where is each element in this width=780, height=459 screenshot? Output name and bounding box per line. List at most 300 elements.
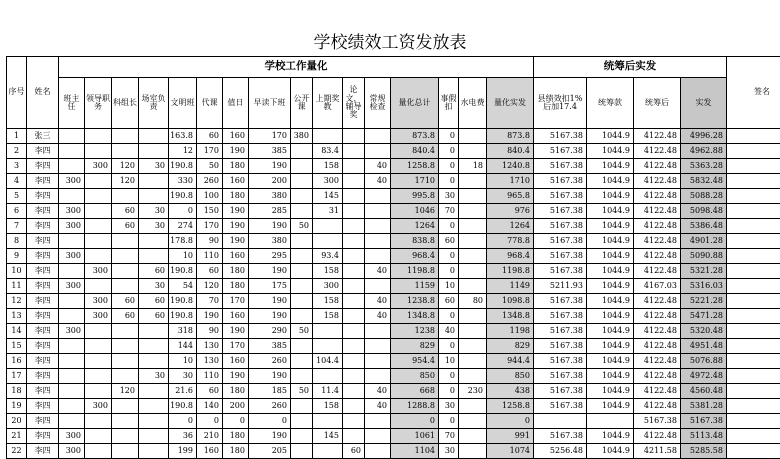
- table-cell: 5167.38: [534, 219, 587, 234]
- table-cell: [139, 444, 169, 459]
- table-cell: 110: [197, 369, 223, 384]
- table-cell: [291, 354, 313, 369]
- row-name-cell: 李四: [27, 159, 59, 174]
- table-cell: 5167.38: [534, 324, 587, 339]
- table-cell: 190: [223, 144, 249, 159]
- table-cell: 180: [223, 159, 249, 174]
- signature-cell: [727, 294, 780, 309]
- table-cell: 4901.28: [681, 234, 727, 249]
- table-cell: [343, 279, 365, 294]
- signature-cell: [727, 369, 780, 384]
- table-cell: [85, 189, 112, 204]
- table-cell: 40: [439, 324, 459, 339]
- table-cell: 190: [249, 219, 291, 234]
- table-cell: 1159: [391, 279, 439, 294]
- table-cell: 163.8: [169, 129, 197, 144]
- table-cell: 11.4: [313, 384, 343, 399]
- table-cell: 54: [169, 279, 197, 294]
- row-seq-cell: 13: [7, 309, 27, 324]
- table-cell: [343, 159, 365, 174]
- table-cell: 4122.48: [634, 234, 681, 249]
- table-cell: 4122.48: [634, 249, 681, 264]
- table-cell: 180: [223, 429, 249, 444]
- row-name-cell: 李四: [27, 234, 59, 249]
- table-cell: [112, 324, 139, 339]
- table-cell: [343, 399, 365, 414]
- table-cell: 10: [169, 249, 197, 264]
- header-col: 上期奖教: [313, 78, 343, 129]
- table-cell: 4211.58: [634, 444, 681, 459]
- table-cell: 1264: [487, 219, 534, 234]
- table-cell: [139, 189, 169, 204]
- table-cell: [59, 129, 85, 144]
- table-cell: [139, 339, 169, 354]
- table-cell: [459, 264, 487, 279]
- row-name-cell: 李四: [27, 384, 59, 399]
- table-cell: [85, 204, 112, 219]
- table-cell: [291, 369, 313, 384]
- table-cell: 5167.38: [534, 354, 587, 369]
- table-cell: 190: [197, 309, 223, 324]
- table-cell: [85, 219, 112, 234]
- table-cell: [313, 414, 343, 429]
- table-cell: 1044.9: [587, 189, 634, 204]
- table-cell: [291, 159, 313, 174]
- table-cell: 90: [197, 324, 223, 339]
- row-name-cell: 李四: [27, 369, 59, 384]
- table-cell: 170: [223, 339, 249, 354]
- table-cell: 5321.28: [681, 264, 727, 279]
- table-cell: 1264: [391, 219, 439, 234]
- table-cell: 180: [223, 384, 249, 399]
- table-cell: 1710: [391, 174, 439, 189]
- table-cell: 160: [223, 309, 249, 324]
- table-cell: 5167.38: [534, 264, 587, 279]
- table-cell: [139, 234, 169, 249]
- table-cell: [459, 204, 487, 219]
- table-cell: [365, 189, 391, 204]
- table-cell: 60: [112, 204, 139, 219]
- table-cell: [85, 279, 112, 294]
- table-cell: [59, 384, 85, 399]
- table-cell: 180: [223, 189, 249, 204]
- table-cell: 30: [439, 189, 459, 204]
- table-cell: 5167.38: [534, 159, 587, 174]
- table-cell: 850: [487, 369, 534, 384]
- row-seq-cell: 19: [7, 399, 27, 414]
- table-cell: [459, 399, 487, 414]
- table-cell: 0: [391, 414, 439, 429]
- table-cell: [587, 414, 634, 429]
- table-cell: 5167.38: [534, 399, 587, 414]
- table-cell: 954.4: [391, 354, 439, 369]
- table-cell: 50: [291, 324, 313, 339]
- table-cell: 60: [439, 234, 459, 249]
- row-seq-cell: 21: [7, 429, 27, 444]
- table-cell: [291, 279, 313, 294]
- header-col: 早读下班: [249, 78, 291, 129]
- table-cell: [459, 279, 487, 294]
- table-cell: 1044.9: [587, 279, 634, 294]
- table-cell: 1238.8: [391, 294, 439, 309]
- table-cell: 1074: [487, 444, 534, 459]
- table-cell: [343, 429, 365, 444]
- table-cell: 668: [391, 384, 439, 399]
- signature-cell: [727, 249, 780, 264]
- row-seq-cell: 7: [7, 219, 27, 234]
- table-cell: [139, 129, 169, 144]
- table-cell: 0: [487, 414, 534, 429]
- signature-cell: [727, 219, 780, 234]
- table-cell: 873.8: [487, 129, 534, 144]
- header-col: 县绩效扣1%后加17.4: [534, 78, 587, 129]
- table-cell: 5167.38: [681, 414, 727, 429]
- table-cell: 1258.8: [487, 399, 534, 414]
- table-cell: [112, 129, 139, 144]
- table-cell: 274: [169, 219, 197, 234]
- table-cell: [365, 219, 391, 234]
- table-cell: 5320.48: [681, 324, 727, 339]
- table-cell: [343, 294, 365, 309]
- table-cell: 873.8: [391, 129, 439, 144]
- table-cell: 60: [139, 264, 169, 279]
- table-cell: 160: [223, 174, 249, 189]
- table-cell: 40: [365, 309, 391, 324]
- table-cell: [85, 369, 112, 384]
- table-row: [7, 324, 780, 339]
- table-cell: 21.6: [169, 384, 197, 399]
- table-cell: 1044.9: [587, 384, 634, 399]
- table-cell: [365, 429, 391, 444]
- signature-cell: [727, 144, 780, 159]
- table-cell: 60: [112, 219, 139, 234]
- table-cell: 60: [343, 444, 365, 459]
- table-cell: 1061: [391, 429, 439, 444]
- table-cell: [459, 174, 487, 189]
- table-cell: 0: [439, 384, 459, 399]
- table-cell: 5076.88: [681, 354, 727, 369]
- table-cell: 104.4: [313, 354, 343, 369]
- table-cell: [313, 444, 343, 459]
- table-cell: 829: [391, 339, 439, 354]
- table-cell: 380: [249, 189, 291, 204]
- table-cell: [343, 324, 365, 339]
- table-cell: [459, 129, 487, 144]
- table-cell: 4122.48: [634, 174, 681, 189]
- table-cell: 50: [291, 219, 313, 234]
- table-cell: 144: [169, 339, 197, 354]
- table-cell: 829: [487, 339, 534, 354]
- table-cell: [343, 144, 365, 159]
- table-row: [7, 339, 780, 354]
- table-cell: 190.8: [169, 309, 197, 324]
- table-cell: 4122.48: [634, 204, 681, 219]
- table-cell: [459, 444, 487, 459]
- table-cell: 4122.48: [634, 369, 681, 384]
- table-cell: [85, 234, 112, 249]
- table-cell: 70: [439, 429, 459, 444]
- table-row: [7, 189, 780, 204]
- table-cell: [343, 204, 365, 219]
- table-cell: 30: [139, 279, 169, 294]
- table-cell: 850: [391, 369, 439, 384]
- table-cell: [343, 249, 365, 264]
- table-cell: [59, 234, 85, 249]
- table-cell: [365, 144, 391, 159]
- table-cell: [459, 354, 487, 369]
- table-cell: 70: [197, 294, 223, 309]
- table-cell: 1044.9: [587, 369, 634, 384]
- table-cell: 170: [223, 294, 249, 309]
- table-cell: 300: [59, 444, 85, 459]
- table-cell: 5167.38: [634, 414, 681, 429]
- table-cell: 1044.9: [587, 204, 634, 219]
- signature-cell: [727, 174, 780, 189]
- table-cell: [365, 414, 391, 429]
- table-cell: 5167.38: [534, 369, 587, 384]
- table-cell: 5167.38: [534, 339, 587, 354]
- table-cell: 1348.8: [487, 309, 534, 324]
- table-row: [7, 159, 780, 174]
- table-cell: 40: [365, 294, 391, 309]
- table-cell: 30: [139, 219, 169, 234]
- table-cell: [112, 339, 139, 354]
- table-cell: 5832.48: [681, 174, 727, 189]
- table-cell: 30: [139, 369, 169, 384]
- table-cell: 60: [197, 384, 223, 399]
- row-name-cell: 李四: [27, 429, 59, 444]
- table-cell: 83.4: [313, 144, 343, 159]
- signature-cell: [727, 324, 780, 339]
- table-cell: [343, 234, 365, 249]
- table-cell: [85, 354, 112, 369]
- table-row: [7, 234, 780, 249]
- row-name-cell: 李四: [27, 339, 59, 354]
- table-cell: 93.4: [313, 249, 343, 264]
- table-cell: [112, 234, 139, 249]
- table-cell: [59, 339, 85, 354]
- table-cell: 158: [313, 294, 343, 309]
- table-row: [7, 444, 780, 459]
- table-cell: 4122.48: [634, 159, 681, 174]
- table-cell: 4951.48: [681, 339, 727, 354]
- table-cell: 80: [459, 294, 487, 309]
- table-cell: 0: [439, 309, 459, 324]
- table-cell: 0: [223, 414, 249, 429]
- header-col: 代课: [197, 78, 223, 129]
- table-cell: [139, 249, 169, 264]
- table-cell: 1198.8: [487, 264, 534, 279]
- table-cell: [343, 264, 365, 279]
- table-cell: 438: [487, 384, 534, 399]
- table-cell: [59, 159, 85, 174]
- table-cell: 190.8: [169, 189, 197, 204]
- table-cell: [313, 339, 343, 354]
- table-cell: 145: [313, 429, 343, 444]
- table-cell: [59, 294, 85, 309]
- table-row: [7, 129, 780, 144]
- table-cell: [291, 174, 313, 189]
- table-cell: [365, 129, 391, 144]
- table-cell: 968.4: [487, 249, 534, 264]
- table-cell: 190.8: [169, 264, 197, 279]
- row-name-cell: 张三: [27, 129, 59, 144]
- table-cell: 5363.28: [681, 159, 727, 174]
- table-cell: 60: [139, 309, 169, 324]
- table-cell: 4122.48: [634, 354, 681, 369]
- table-cell: [139, 399, 169, 414]
- table-cell: 4167.03: [634, 279, 681, 294]
- table-cell: 190: [223, 219, 249, 234]
- table-cell: [139, 324, 169, 339]
- table-cell: 0: [439, 129, 459, 144]
- table-cell: 1149: [487, 279, 534, 294]
- signature-cell: [727, 279, 780, 294]
- table-cell: 1044.9: [587, 429, 634, 444]
- table-cell: [112, 429, 139, 444]
- row-name-cell: 李四: [27, 354, 59, 369]
- table-cell: 160: [197, 444, 223, 459]
- table-cell: 5098.48: [681, 204, 727, 219]
- table-cell: 5167.38: [534, 429, 587, 444]
- table-cell: 30: [139, 204, 169, 219]
- table-cell: 991: [487, 429, 534, 444]
- signature-cell: [727, 444, 780, 459]
- table-cell: 40: [365, 384, 391, 399]
- table-cell: 0: [169, 414, 197, 429]
- table-cell: 10: [439, 279, 459, 294]
- table-cell: 30: [169, 369, 197, 384]
- table-cell: 90: [197, 234, 223, 249]
- table-cell: 60: [139, 294, 169, 309]
- row-seq-cell: 6: [7, 204, 27, 219]
- table-cell: 5256.48: [534, 444, 587, 459]
- table-cell: 158: [313, 264, 343, 279]
- table-cell: [343, 189, 365, 204]
- table-cell: 840.4: [487, 144, 534, 159]
- table-cell: 4972.48: [681, 369, 727, 384]
- table-cell: 260: [249, 399, 291, 414]
- table-cell: 190: [249, 369, 291, 384]
- table-cell: 0: [439, 249, 459, 264]
- table-cell: 5088.28: [681, 189, 727, 204]
- row-seq-cell: 2: [7, 144, 27, 159]
- header-seq: 序号: [7, 57, 27, 129]
- table-cell: 5167.38: [534, 234, 587, 249]
- row-name-cell: 李四: [27, 264, 59, 279]
- table-cell: 840.4: [391, 144, 439, 159]
- header-col: 文明班: [169, 78, 197, 129]
- table-cell: [291, 189, 313, 204]
- table-cell: 110: [197, 249, 223, 264]
- table-cell: [85, 444, 112, 459]
- table-cell: 170: [197, 219, 223, 234]
- row-name-cell: 李四: [27, 324, 59, 339]
- table-cell: [343, 354, 365, 369]
- table-cell: 190: [249, 309, 291, 324]
- signature-cell: [727, 159, 780, 174]
- table-cell: 210: [197, 429, 223, 444]
- table-cell: 5113.48: [681, 429, 727, 444]
- table-cell: 300: [85, 294, 112, 309]
- table-cell: 838.8: [391, 234, 439, 249]
- table-cell: 4122.48: [634, 189, 681, 204]
- header-col: 领导职务: [85, 78, 112, 129]
- table-cell: 995.8: [391, 189, 439, 204]
- table-cell: 1044.9: [587, 159, 634, 174]
- table-cell: [291, 399, 313, 414]
- table-cell: [365, 444, 391, 459]
- table-cell: [112, 399, 139, 414]
- row-seq-cell: 5: [7, 189, 27, 204]
- table-cell: 1044.9: [587, 174, 634, 189]
- table-cell: [365, 204, 391, 219]
- table-cell: [365, 339, 391, 354]
- table-cell: [365, 369, 391, 384]
- table-cell: [85, 324, 112, 339]
- table-cell: 190: [223, 234, 249, 249]
- table-cell: 5167.38: [534, 144, 587, 159]
- table-cell: 31: [313, 204, 343, 219]
- table-cell: [291, 204, 313, 219]
- table-cell: 5285.58: [681, 444, 727, 459]
- table-cell: 300: [59, 324, 85, 339]
- table-cell: [59, 309, 85, 324]
- table-cell: 1044.9: [587, 129, 634, 144]
- table-cell: [112, 264, 139, 279]
- table-cell: 180: [223, 279, 249, 294]
- table-cell: 4122.48: [634, 399, 681, 414]
- table-cell: 1044.9: [587, 324, 634, 339]
- table-cell: 60: [197, 264, 223, 279]
- table-cell: 5090.88: [681, 249, 727, 264]
- table-cell: 300: [313, 174, 343, 189]
- header-col: 科组长: [112, 78, 139, 129]
- table-cell: 4122.48: [634, 309, 681, 324]
- table-cell: [343, 369, 365, 384]
- table-cell: 18: [459, 159, 487, 174]
- table-cell: [85, 339, 112, 354]
- table-cell: 385: [249, 144, 291, 159]
- table-cell: [459, 234, 487, 249]
- table-cell: 1044.9: [587, 234, 634, 249]
- row-name-cell: 李四: [27, 294, 59, 309]
- table-cell: [139, 354, 169, 369]
- table-cell: 5167.38: [534, 129, 587, 144]
- header-col: 公开课: [291, 78, 313, 129]
- table-cell: [139, 384, 169, 399]
- header-col: 水电费: [459, 78, 487, 129]
- table-cell: 1044.9: [587, 309, 634, 324]
- table-row: [7, 204, 780, 219]
- table-cell: [112, 369, 139, 384]
- table-cell: 385: [249, 339, 291, 354]
- row-name-cell: 李四: [27, 309, 59, 324]
- header-col: 事假扣: [439, 78, 459, 129]
- table-row: [7, 279, 780, 294]
- table-cell: 5381.28: [681, 399, 727, 414]
- row-seq-cell: 14: [7, 324, 27, 339]
- row-seq-cell: 20: [7, 414, 27, 429]
- table-cell: 5167.38: [534, 174, 587, 189]
- table-cell: 778.8: [487, 234, 534, 249]
- table-cell: 4122.48: [634, 129, 681, 144]
- table-cell: 190: [223, 324, 249, 339]
- payroll-table: [6, 56, 780, 459]
- table-cell: 5167.38: [534, 204, 587, 219]
- table-cell: 5221.28: [681, 294, 727, 309]
- header-group-final-pay: 统筹后实发: [534, 57, 727, 78]
